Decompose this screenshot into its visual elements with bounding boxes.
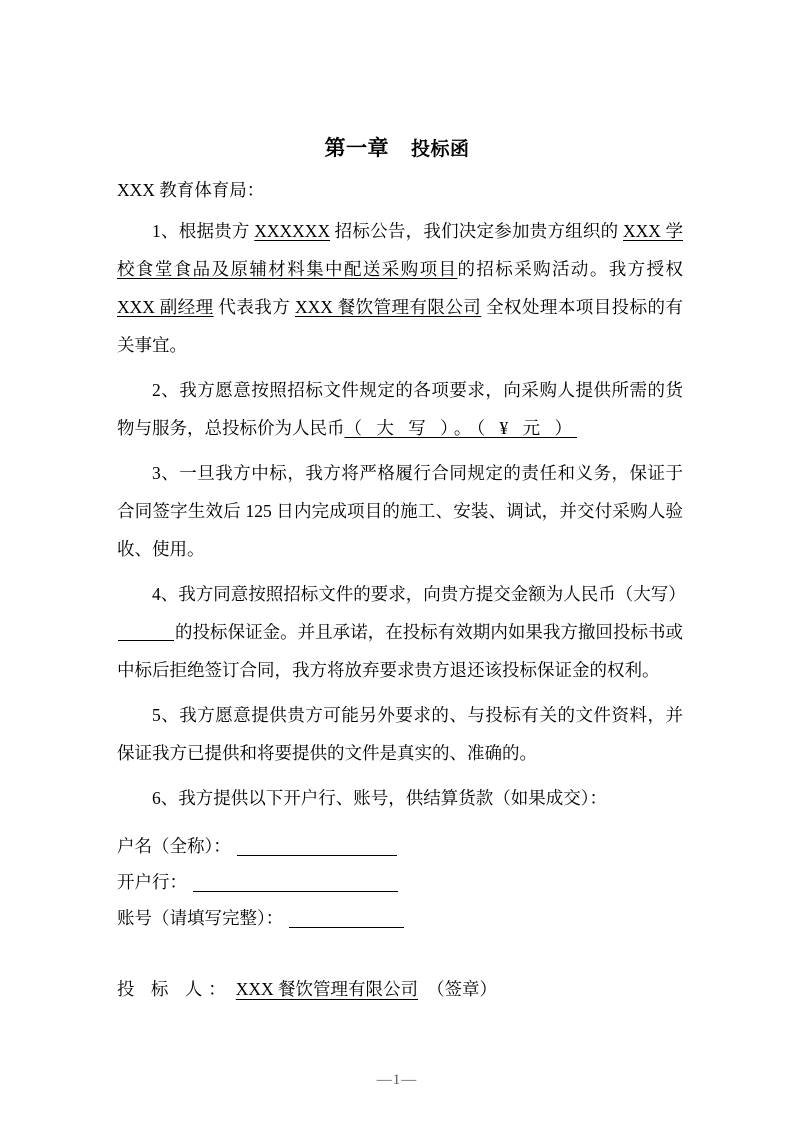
bank-field-bank-branch-label: 开户行： bbox=[117, 872, 187, 892]
p3-value-days[interactable]: 125 bbox=[245, 501, 272, 521]
p3-text-1: 3、一旦我方中标，我方将严格履行合同规定的责任和义务，保证于合同签字生效后 bbox=[117, 463, 683, 521]
paragraph-1 bbox=[117, 212, 683, 364]
paragraph-2 bbox=[117, 371, 683, 447]
bank-field-account-number-label: 账号（请填写完整）： bbox=[117, 908, 284, 928]
p3-text-2: 日内完成项目的施工、安装、调试，并交付采购人验收、使用。 bbox=[117, 501, 684, 559]
p1-text-3: 的招标采购活动。我方授权 bbox=[457, 259, 684, 279]
page-number-footer: —1— bbox=[376, 1072, 418, 1088]
p4-blank-deposit-amount[interactable] bbox=[118, 640, 174, 641]
signature-label: 投 标 人： bbox=[117, 979, 232, 999]
signature-seal-note: （签章） bbox=[427, 979, 498, 999]
signature-bidder-name[interactable]: XXX 餐饮管理有限公司 bbox=[235, 979, 419, 999]
bank-field-account-name-label: 户名（全称）： bbox=[117, 836, 231, 856]
p1-blank-announcement[interactable]: XXXXXX bbox=[254, 221, 331, 241]
title-section-label: 投标函 bbox=[410, 139, 470, 160]
bank-field-account-number bbox=[117, 900, 683, 936]
bank-field-account-name-input[interactable] bbox=[237, 855, 397, 856]
p2-text-1: 2、我方愿意按照招标文件规定的各项要求，向采购人提供所需的货物与服务，总投标价为人民币 bbox=[117, 380, 683, 438]
title-chapter-label: 第一章 bbox=[324, 136, 389, 160]
p1-blank-representative[interactable]: XXX 副经理 bbox=[117, 297, 214, 317]
paragraph-3 bbox=[117, 454, 683, 568]
paragraph-4 bbox=[117, 575, 686, 689]
p4-text-1: 4、我方同意按照招标文件的要求，向贵方提交金额为人民币（大写） bbox=[152, 584, 686, 604]
p1-text-4: 代表我方 bbox=[213, 297, 295, 317]
bank-field-bank-branch bbox=[117, 864, 683, 900]
paragraph-6 bbox=[117, 779, 683, 817]
p1-blank-company[interactable]: XXX 餐饮管理有限公司 bbox=[294, 297, 482, 317]
p4-text-2: 的投标保证金。并且承诺，在投标有效期内如果我方撤回投标书或中标后拒绝签订合同，我方将放弃要求贵方退还该投标保证金的权利。 bbox=[117, 622, 683, 680]
document-body bbox=[117, 172, 686, 817]
p1-text-5: 全权处理本项目投标的有关事宜。 bbox=[117, 297, 683, 355]
p5-text-1: 5、我方愿意提供贵方可能另外要求的、与投标有关的文件资料，并保证我方已提供和将要提供的文件是真实的、准确的。 bbox=[117, 705, 683, 763]
bank-account-fields bbox=[117, 828, 683, 936]
bank-field-account-name bbox=[117, 828, 683, 864]
p1-blank-project-name[interactable]: XXX 学校食堂食品及原辅材料集中配送采购项目 bbox=[117, 221, 684, 279]
salutation-line: XXX 教育体育局： bbox=[117, 180, 265, 200]
paragraph-5 bbox=[117, 696, 683, 772]
bank-field-account-number-input[interactable] bbox=[289, 927, 404, 928]
signature-line bbox=[117, 973, 683, 1005]
p1-text-2: 招标公告，我们决定参加贵方组织的 bbox=[330, 221, 623, 241]
bank-field-bank-branch-input[interactable] bbox=[193, 891, 398, 892]
p6-text-1: 6、我方提供以下开户行、账号，供结算货款（如果成交）： bbox=[152, 788, 607, 808]
page-title bbox=[0, 133, 794, 165]
p1-text-1: 1、根据贵方 bbox=[152, 221, 255, 241]
p2-blank-total-price[interactable]: （ 大 写 ）。（ ¥ 元 ） bbox=[344, 418, 577, 438]
